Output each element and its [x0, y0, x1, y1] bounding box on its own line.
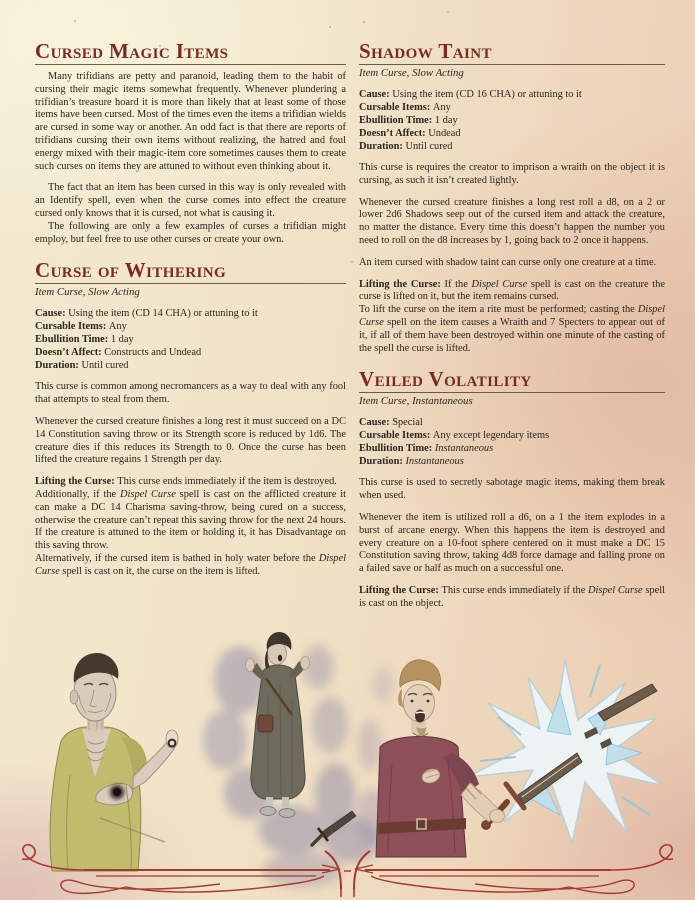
- stat-cursable-items: Cursable Items: Any except legendary items: [359, 430, 550, 442]
- withered-man-illustration: [50, 653, 178, 871]
- paragraph-lifting-the-curse: Lifting the Curse: If the Dispel Curse spell is cast on the creature the curse is lifted on it, but the item remains cursed.: [359, 278, 665, 303]
- stat-cursable-items: Cursable Items: Any: [359, 102, 451, 114]
- paragraph-lifting-the-curse: Lifting the Curse: This curse ends immediately if the Dispel Curse spell is cast on the object.: [359, 585, 665, 609]
- section-curse-of-withering: [35, 259, 346, 578]
- paragraph: The following are only a few examples of curses a trifidian might employ, but feel free to use other curses or create your own.: [35, 220, 346, 245]
- paragraph: Alternatively, if the cursed item is bathed in holy water before the Dispel Curse spell is cast on it, the curse on the item is lifted.: [35, 553, 346, 577]
- paragraph: Additionally, if the Dispel Curse spell is cast on the afflicted creature it can make a DC 14 Charisma saving-throw, being cured on a success, otherwise the creature can’t repeat this saving throw for the next 24 hours. If the creature is attuned to the item or holding it, it has Disadvantage on this saving throw.: [35, 489, 346, 552]
- paragraph: Whenever the cursed creature finishes a long rest it must succeed on a DC 14 Constitution saving throw or its Strength score is reduced by 1d6. The creature dies if this reduces its Strength to 0. Once the curse has been lifted the creature regains 1 Strength per day.: [35, 416, 346, 466]
- flourish-center: [325, 851, 370, 897]
- stat-cursable-items: Cursable Items: Any: [35, 321, 127, 333]
- section-title-shadow-taint: Shadow Taint: [359, 40, 665, 65]
- stat-duration: Duration: Until cured: [359, 141, 453, 153]
- exploding-sword-illustration: [376, 660, 662, 857]
- stat-ebullition-time: Ebullition Time: 1 day: [359, 115, 458, 127]
- flourish-left: [22, 845, 340, 894]
- stat-cause: Cause: Using the item (CD 14 CHA) or attuning to it: [35, 308, 258, 320]
- stat-cause: Cause: Using the item (CD 16 CHA) or attuning to it: [359, 89, 582, 101]
- stat-duration: Duration: Instantaneous: [359, 456, 464, 468]
- paragraph: Whenever the cursed creature finishes a long rest roll a d8, on a 2 or lower 2d6 Shadows seep out of the cursed item and attack the creature, no matter the distance. Every time this doesn’t happen the number you need to roll on the d8 increases by 1, going back to 2 once it happens.: [359, 196, 665, 247]
- paragraph: Whenever the item is utilized roll a d6, on a 1 the item explodes in a burst of arcane energy. When this happens the item is destroyed and every creature on a 10-foot sphere centered on it must make a DC 15 Constitution saving throw, taking 4d8 force damage and falling prone on a failed save or half as much on a successful one.: [359, 512, 665, 575]
- curse-type-subtitle: Item Curse, Slow Acting: [35, 286, 140, 299]
- section-veiled-volatility: [359, 368, 665, 610]
- right-column: [359, 40, 665, 611]
- stat-doesnt-affect: Doesn’t Affect: Constructs and Undead: [35, 347, 202, 359]
- paragraph: To lift the curse on the item a rite must be performed; casting the Dispel Curse spell on the item causes a Wraith and 7 Specters to appear out of it, if all of them have been destroyed within one minute of the casting of the spell the curse is lifted.: [359, 304, 665, 354]
- footer-flourish-ornament: [0, 843, 695, 900]
- stat-ebullition-time: Ebullition Time: 1 day: [35, 334, 134, 346]
- stat-value: Instantaneous: [434, 443, 494, 455]
- curse-type-subtitle: Item Curse, Slow Acting: [359, 67, 464, 80]
- section-shadow-taint: [359, 40, 665, 355]
- stat-ebullition-time: Ebullition Time: Instantaneous: [359, 443, 494, 455]
- paragraph: This curse is used to secretly sabotage magic items, making them break when used.: [359, 477, 665, 502]
- paragraph: The fact that an item has been cursed in this way is only revealed with an Identify spell, even when the curse comes into effect the creature cursed only knows that it is cursed, not what is causing it.: [35, 182, 346, 220]
- stat-duration: Duration: Until cured: [35, 360, 129, 372]
- stat-doesnt-affect: Doesn’t Affect: Undead: [359, 128, 461, 140]
- stat-block: [359, 88, 665, 153]
- paragraph-lifting-the-curse: Lifting the Curse: This curse ends immediately if the item is destroyed.: [35, 476, 337, 488]
- stat-block: [359, 416, 665, 468]
- paragraph: This curse is requires the creator to imprison a wraith on the object it is cursing, as such it isn’t created lightly.: [359, 162, 665, 186]
- section-title-curse-of-withering: Curse of Withering: [35, 259, 346, 284]
- paragraph: An item cursed with shadow taint can curse only one creature at a time.: [359, 256, 657, 268]
- left-column: [35, 40, 346, 579]
- stat-cause: Cause: Special: [359, 417, 423, 429]
- section-cursed-magic-items: [35, 40, 346, 246]
- paragraph: Many trifidians are petty and paranoid, leading them to the habit of cursing their magic items somewhat frequently. Whenever plundering a trifidian’s treasure hoard it is more than likely that at least some of those items have been cursed. Most of the times even the items a trifidian wields are cursed in some way or another. An odd fact is that there are reports of trifidians cursing their own items without realizing, the hatred and foul energy mixed with their magic-item core sometimes causes them to create such curses on items they are attuned to without even thinking about it.: [35, 71, 346, 172]
- flourish-right: [355, 845, 673, 894]
- curse-type-subtitle: Item Curse, Instantaneous: [359, 395, 473, 408]
- section-title-veiled-volatility: Veiled Volatility: [359, 368, 665, 393]
- paragraph: This curse is common among necromancers as a way to deal with any fool that attempts to steal from them.: [35, 381, 346, 406]
- stat-block: [35, 307, 346, 372]
- section-title-cursed-magic-items: Cursed Magic Items: [35, 40, 346, 65]
